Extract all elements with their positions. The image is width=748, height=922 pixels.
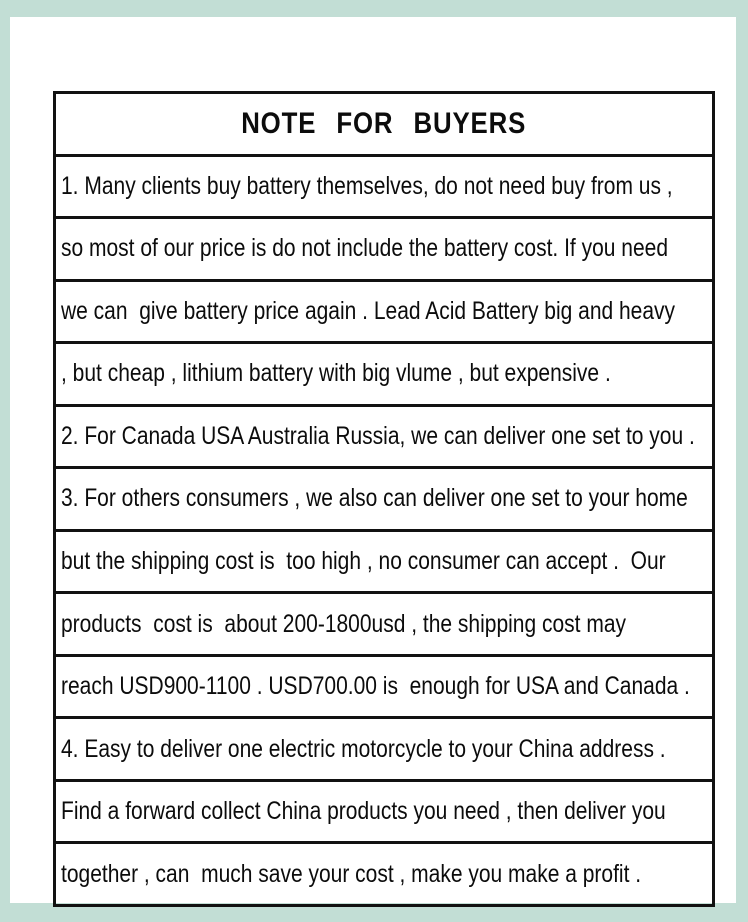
note-line-text: 4. Easy to deliver one electric motorcycle to your China address . xyxy=(61,734,666,763)
note-line-text: 1. Many clients buy battery themselves, do not need buy from us , xyxy=(61,171,673,200)
note-line-text: , but cheap , lithium battery with big vlume , but expensive . xyxy=(61,359,611,388)
note-line-text: products cost is about 200-1800usd , the shipping cost may xyxy=(61,609,627,638)
note-line-11 xyxy=(56,782,712,845)
note-line-1 xyxy=(56,157,712,220)
note-sheet xyxy=(10,17,736,903)
note-line-text: 3. For others consumers , we also can deliver one set to your home xyxy=(61,484,688,513)
note-line-text: Find a forward collect China products you need , then deliver you xyxy=(61,797,666,826)
note-line-9 xyxy=(56,657,712,720)
note-line-6 xyxy=(56,469,712,532)
note-line-5 xyxy=(56,407,712,470)
note-line-text: 2. For Canada USA Australia Russia, we can deliver one set to you . xyxy=(61,421,695,450)
note-line-8 xyxy=(56,594,712,657)
note-line-text: but the shipping cost is too high , no consumer can accept . Our xyxy=(61,546,666,575)
note-line-text: together , can much save your cost , make you make a profit . xyxy=(61,859,642,888)
note-line-10 xyxy=(56,719,712,782)
note-line-12 xyxy=(56,844,712,904)
note-line-text: so most of our price is do not include the battery cost. If you need xyxy=(61,234,669,263)
note-line-text: reach USD900-1100 . USD700.00 is enough for USA and Canada . xyxy=(61,672,690,701)
note-line-3 xyxy=(56,282,712,345)
note-line-4 xyxy=(56,344,712,407)
note-line-7 xyxy=(56,532,712,595)
note-line-2 xyxy=(56,219,712,282)
title-row xyxy=(56,94,712,157)
note-table xyxy=(53,91,715,907)
note-title: NOTE FOR BUYERS xyxy=(241,106,527,140)
note-line-text: we can give battery price again . Lead Acid Battery big and heavy xyxy=(61,296,676,325)
